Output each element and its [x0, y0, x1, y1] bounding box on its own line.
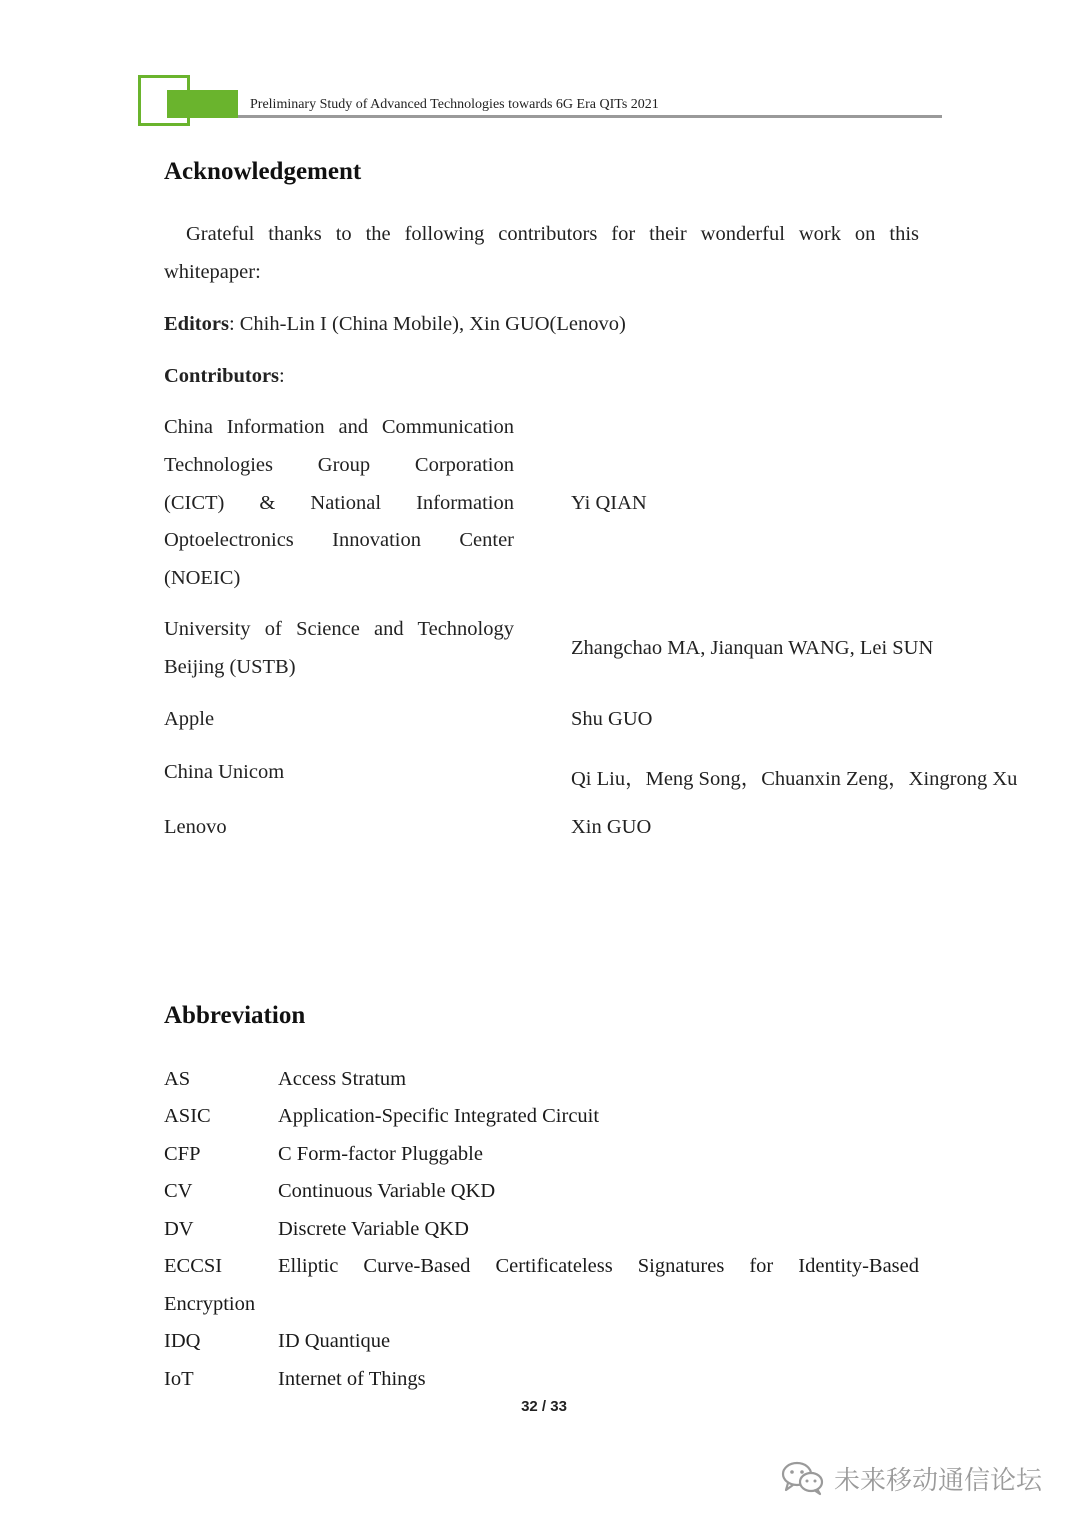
- org-line: (CICT) & National Information: [164, 492, 514, 514]
- org-line: Lenovo: [164, 816, 227, 838]
- abbreviation-definition: Elliptic Curve-Based Certificateless Signatures for Identity-Based: [278, 1255, 919, 1277]
- intro-line-2: whitepaper:: [164, 261, 261, 283]
- wechat-icon: [780, 1460, 826, 1496]
- org-line: Technologies Group Corporation: [164, 454, 514, 476]
- org-line: Optoelectronics Innovation Center: [164, 529, 514, 551]
- contributors-colon: :: [279, 365, 285, 387]
- abbreviation-term: ECCSI: [164, 1255, 223, 1277]
- abbreviation-term: DV: [164, 1218, 194, 1240]
- abbreviation-term: CFP: [164, 1143, 201, 1165]
- org-line: China Information and Communication: [164, 416, 514, 438]
- abbreviation-definition: Continuous Variable QKD: [278, 1180, 496, 1202]
- watermark: [780, 1458, 1042, 1498]
- contributors-label: Contributors: [164, 365, 280, 387]
- abbreviation-continuation: Encryption: [164, 1293, 256, 1315]
- org-line: (NOEIC): [164, 567, 241, 589]
- abbreviation-term: IDQ: [164, 1330, 201, 1352]
- contributors-line: [164, 365, 285, 388]
- abbreviation-term: AS: [164, 1068, 191, 1090]
- watermark-text: 未来移动通信论坛: [834, 1465, 1043, 1496]
- org-line: Beijing (USTB): [164, 656, 296, 678]
- page-number: 32 / 33: [521, 1398, 567, 1415]
- org-line: University of Science and Technology: [164, 618, 514, 640]
- contributor-names: Xin GUO: [571, 816, 652, 838]
- abbreviation-heading: Abbreviation: [164, 1002, 306, 1029]
- abbreviation-definition: C Form-factor Pluggable: [278, 1143, 483, 1165]
- org-line: Apple: [164, 708, 215, 730]
- header-title: Preliminary Study of Advanced Technologies towards 6G Era QITs 2021: [250, 97, 659, 112]
- contributor-names: Qi Liu，Meng Song，Chuanxin Zeng，Xingrong Xu: [571, 768, 1018, 790]
- abbreviation-definition: Application-Specific Integrated Circuit: [278, 1105, 600, 1127]
- contributor-names: Yi QIAN: [571, 492, 647, 514]
- abbreviation-term: CV: [164, 1180, 193, 1202]
- abbreviation-definition: ID Quantique: [278, 1330, 391, 1352]
- acknowledgement-heading: Acknowledgement: [164, 158, 362, 185]
- header-logo-bar: [167, 90, 238, 118]
- org-line: China Unicom: [164, 761, 285, 783]
- header-rule: [238, 115, 942, 118]
- abbreviation-definition: Internet of Things: [278, 1368, 426, 1390]
- editors-value: : Chih-Lin I (China Mobile), Xin GUO(Lenovo): [228, 313, 626, 335]
- editors-line: [164, 313, 626, 336]
- abbreviation-term: ASIC: [164, 1105, 211, 1127]
- abbreviation-definition: Discrete Variable QKD: [278, 1218, 469, 1240]
- abbreviation-definition: Access Stratum: [278, 1068, 407, 1090]
- abbreviation-term: IoT: [164, 1368, 194, 1390]
- intro-line-1: Grateful thanks to the following contributors for their wonderful work on this: [186, 223, 919, 245]
- contributor-names: Shu GUO: [571, 708, 653, 730]
- editors-label: Editors: [164, 313, 229, 335]
- contributor-names: Zhangchao MA, Jianquan WANG, Lei SUN: [571, 637, 934, 659]
